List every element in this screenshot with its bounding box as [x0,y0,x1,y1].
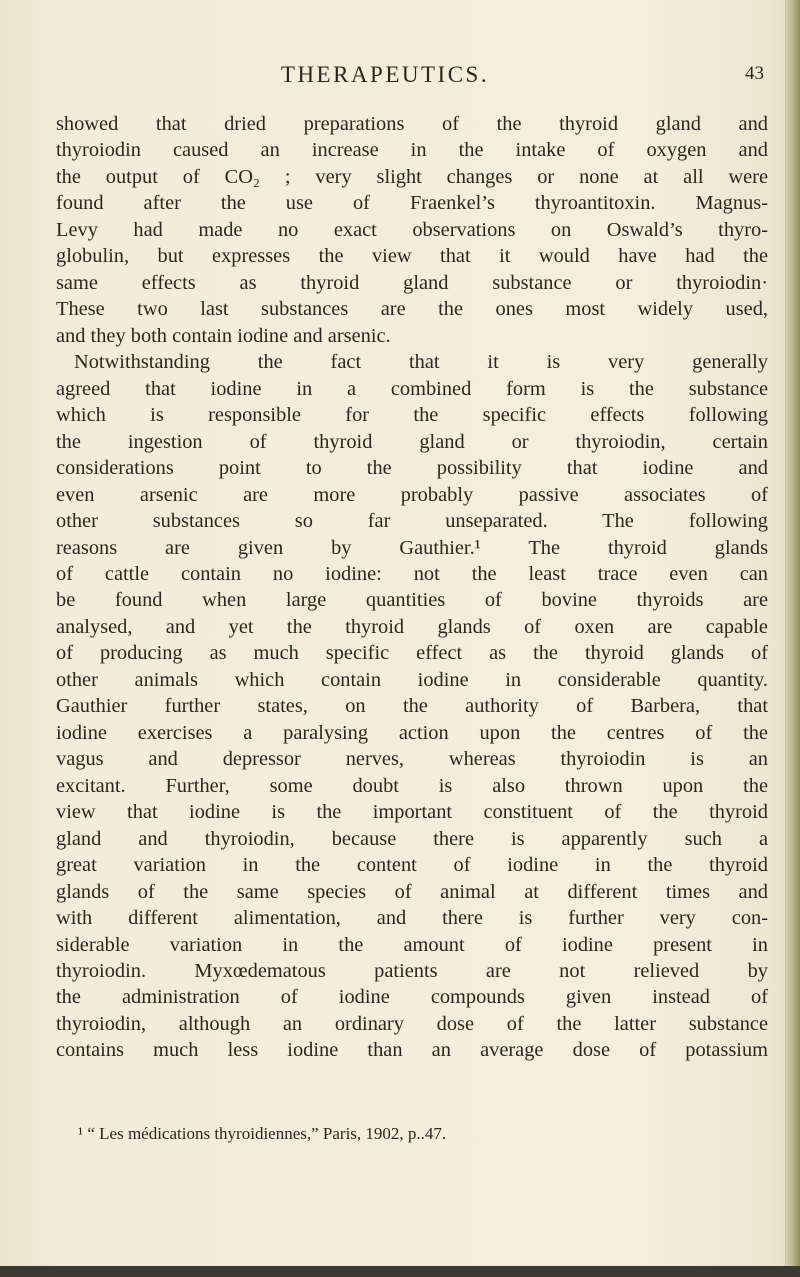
page-number: 43 [745,63,764,84]
running-head: THERAPEUTICS. [280,62,490,87]
text-line: iodine exercises a paralysing action upon the centres of the [56,721,768,744]
text-line: the output of CO₂ ; very slight changes or none at all were [56,165,768,188]
text-line: These two last substances are the ones most widely used, [56,298,768,321]
text-line: thyroiodin. Myxœdematous patients are not relieved by [56,960,768,982]
text-line: excitant. Further, some doubt is also thrown upon the [56,774,768,797]
page-header [0,62,790,96]
text-line: Gauthier further states, on the authority of Barbera, that [56,695,768,718]
text-line: of cattle contain no iodine: not the least trace even can [56,562,768,585]
text-line: other substances so far unseparated. The following [56,510,768,533]
text-line: siderable variation in the amount of iodine present in [56,933,768,956]
body-text [56,111,768,1064]
text-line: showed that dried preparations of the thyroid gland and [56,113,768,135]
text-line: reasons are given by Gauthier.¹ The thyroid glands [56,536,768,559]
text-line: the ingestion of thyroid gland or thyroiodin, certain [56,430,768,453]
text-line: thyroiodin caused an increase in the intake of oxygen and [56,139,768,162]
text-line: same effects as thyroid gland substance or thyroiodin· [56,271,768,294]
text-line: even arsenic are more probably passive associates of [56,483,768,506]
text-line: with different alimentation, and there is further very con- [56,907,768,930]
paragraph-start-line: Notwithstanding the fact that it is very generally [74,351,768,374]
text-line: considerations point to the possibility that iodine and [56,457,768,480]
text-line: thyroiodin, although an ordinary dose of the latter substance [56,1012,768,1035]
text-line: contains much less iodine than an average dose of potassium [56,1039,768,1062]
footnote: ¹ “ Les médications thyroidiennes,” Paris, 1902, p..47. [78,1124,447,1143]
text-line: glands of the same species of animal at different times and [56,880,768,903]
text-line: be found when large quantities of bovine thyroids are [56,589,768,612]
page-bottom-edge [0,1266,800,1277]
text-line: and they both contain iodine and arsenic. [56,324,391,347]
text-line: the administration of iodine compounds given instead of [56,986,768,1009]
text-line: view that iodine is the important constituent of the thyroid [56,801,768,824]
text-line: vagus and depressor nerves, whereas thyroiodin is an [56,748,768,771]
text-line: analysed, and yet the thyroid glands of oxen are capable [56,615,768,638]
page-spine-edge [785,0,800,1277]
text-line: agreed that iodine in a combined form is the substance [56,377,768,400]
text-line: Levy had made no exact observations on Oswald’s thyro- [56,218,768,241]
text-line: which is responsible for the specific effects following [56,404,768,427]
text-line: of producing as much specific effect as the thyroid glands of [56,642,768,665]
text-line: gland and thyroiodin, because there is apparently such a [56,827,768,850]
text-line: other animals which contain iodine in considerable quantity. [56,668,768,691]
text-line: globulin, but expresses the view that it would have had the [56,245,768,268]
text-line: found after the use of Fraenkel’s thyroantitoxin. Magnus- [56,192,768,215]
text-line: great variation in the content of iodine in the thyroid [56,854,768,877]
